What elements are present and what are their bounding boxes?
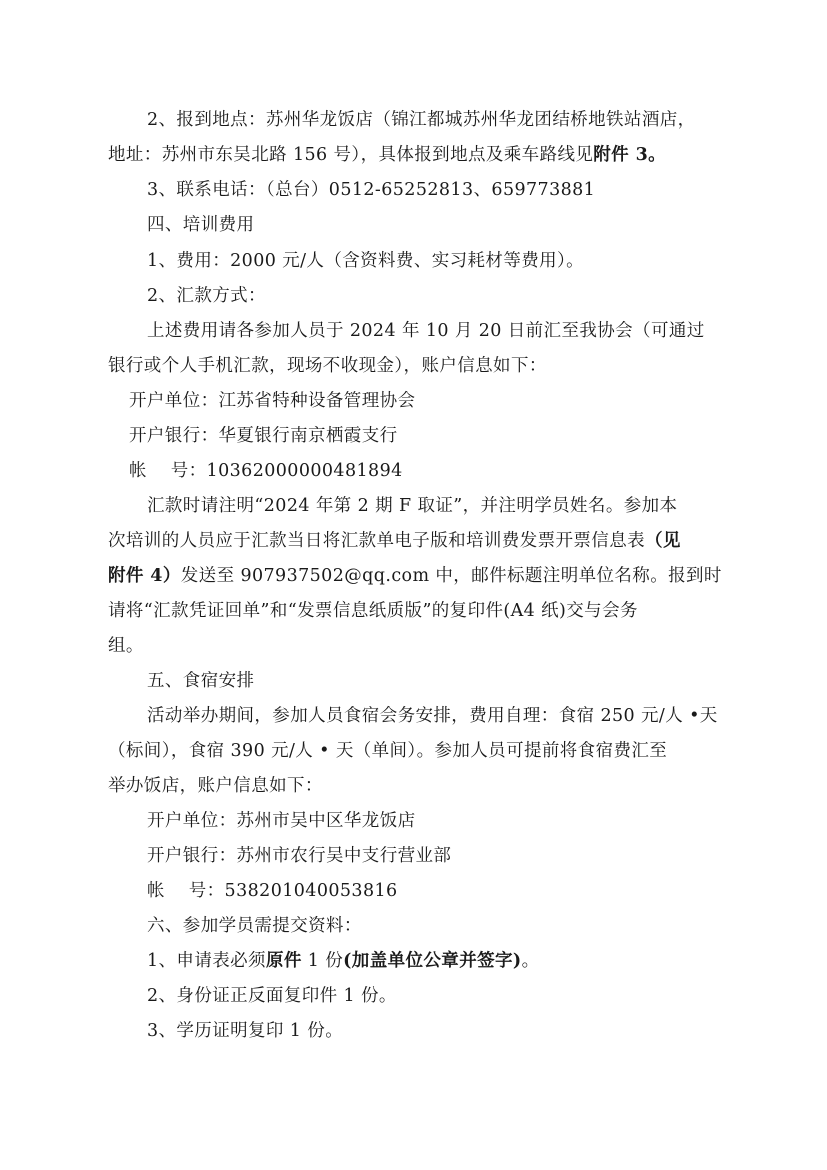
payment-method: 2、汇款方式：: [147, 286, 266, 306]
lodging-line2: （标间），食宿 390 元/人 • 天（单间）。参加人员可提前将食宿费汇至: [108, 741, 668, 761]
contact-phone: 3、联系电话：（总台）0512-65252813、659773881: [147, 180, 596, 200]
lodging-line3: 举办饭店，账户信息如下：: [108, 776, 323, 796]
remit-note-line1: 汇款时请注明“2024 年第 2 期 F 取证”，并注明学员姓名。参加本: [147, 496, 678, 516]
account2-number: 帐 号：538201040053816: [147, 881, 398, 901]
materials-item2: 2、身份证正反面复印件 1 份。: [147, 986, 397, 1006]
remit-note-line4: 请将“汇款凭证回单”和“发票信息纸质版”的复印件(A4 纸)交与会务: [108, 601, 638, 621]
report-location-line2: [108, 143, 666, 167]
attachment-4-ref-open: （见: [645, 531, 681, 551]
materials-item3: 3、学历证明复印 1 份。: [147, 1021, 344, 1041]
account1-bank: 开户银行：华夏银行南京栖霞支行: [129, 426, 398, 446]
payment-desc-line2: 银行或个人手机汇款，现场不收现金），账户信息如下：: [108, 356, 547, 376]
remit-note-email-text: 发送至 907937502@qq.com 中，邮件标题注明单位名称。报到时: [180, 566, 722, 586]
materials-stamp-note: (加盖单位公章并签字): [343, 951, 522, 971]
account1-number: 帐 号：10362000000481894: [129, 461, 403, 481]
remit-note-text: 次培训的人员应于汇款当日将汇款单电子版和培训费发票开票信息表: [108, 531, 645, 551]
fee-line: 1、费用：2000 元/人（含资料费、实习耗材等费用）。: [147, 251, 585, 271]
materials-original-label: 原件: [265, 951, 302, 971]
account2-bank: 开户银行：苏州市农行吴中支行营业部: [147, 846, 452, 866]
materials-item1-text: 1、申请表必须: [147, 951, 266, 971]
report-location-line1: 2、报到地点：苏州华龙饭店（锦江都城苏州华龙团结桥地铁站酒店，: [147, 110, 696, 130]
remit-note-line3: [108, 564, 722, 588]
section4-title: 四、培训费用: [147, 215, 255, 235]
attachment-4-ref: 附件 4）: [108, 566, 181, 586]
materials-item1-count: 1 份: [301, 951, 344, 971]
remit-note-line5: 组。: [108, 636, 144, 656]
account2-unit: 开户单位：苏州市吴中区华龙饭店: [147, 811, 416, 831]
materials-item1: [147, 949, 540, 973]
attachment-3-ref: 附件 3。: [593, 145, 667, 165]
payment-desc-line1: 上述费用请各参加人员于 2024 年 10 月 20 日前汇至我协会（可通过: [147, 321, 705, 341]
remit-note-line2: [108, 529, 681, 553]
lodging-line1: 活动举办期间，参加人员食宿会务安排，费用自理：食宿 250 元/人 •天: [147, 706, 718, 726]
account1-unit: 开户单位：江苏省特种设备管理协会: [129, 391, 416, 411]
materials-item1-end: 。: [521, 951, 540, 971]
section5-title: 五、食宿安排: [147, 671, 255, 691]
report-location-text: 地址：苏州市东吴北路 156 号），具体报到地点及乘车路线见: [108, 145, 594, 165]
section6-title: 六、参加学员需提交资料：: [147, 916, 362, 936]
